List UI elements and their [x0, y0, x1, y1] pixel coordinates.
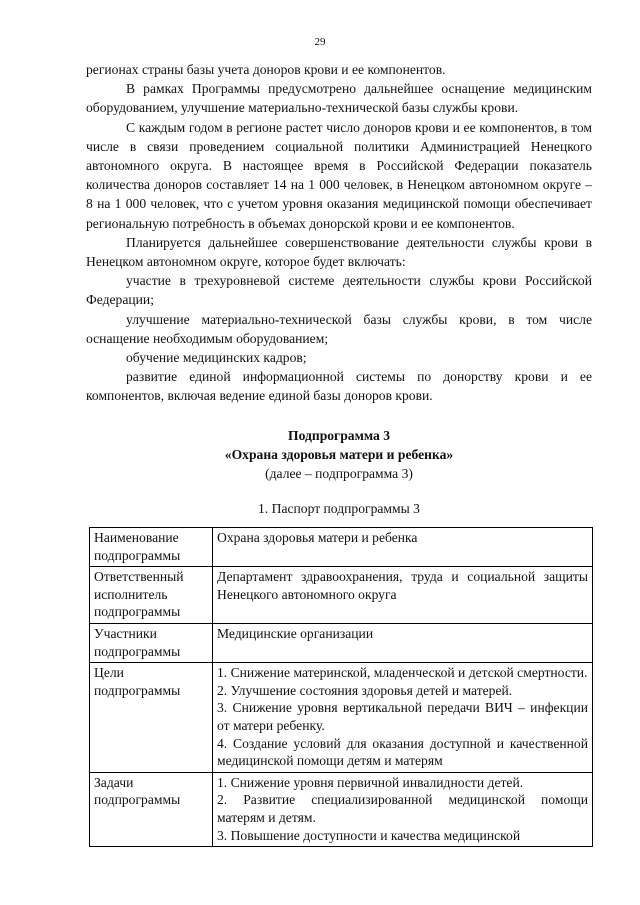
row-content-line: 3. Повышение доступности и качества медицинской [217, 827, 521, 843]
row-content-line: Департамент здравоохранения, труда и социальной защиты Ненецкого автономного округа [217, 569, 588, 602]
row-content [213, 623, 593, 662]
subprogram-name: «Охрана здоровья матери и ребенка» [224, 446, 454, 462]
passport-table [89, 527, 593, 847]
row-content [213, 567, 593, 624]
paragraph: регионах страны базы учета доноров крови и ее компонентов. [86, 62, 446, 77]
row-label: Цели подпрограммы [90, 663, 213, 773]
row-content-line: 4. Создание условий для оказания доступной и качественной медицинской помощи детям и матерям [217, 735, 588, 769]
list-item: участие в трехуровневой системе деятельности службы крови Российской Федерации; [86, 273, 592, 308]
passport-title: 1. Паспорт подпрограммы 3 [258, 501, 420, 517]
row-content [213, 528, 593, 567]
page-number: 29 [314, 36, 326, 48]
paragraph: С каждым годом в регионе растет число доноров крови и ее компонентов, в том числе в связи проведением социальной политики Администрацией Ненецкого автономного округа. В настоящее время в Российской Федерации показатель количества доноров составляет 14 на 1 000 человек, в Ненецком автономном округе – 8 на 1 000 человек, что с учетом уровня оказания медицинской помощи обеспечивает региональную потребность в объемах донорской крови и ее компонентов. [86, 119, 592, 231]
paragraph: Планируется дальнейшее совершенствование деятельности службы крови в Ненецком автономном округе, которое будет включать: [86, 234, 592, 270]
subprogram-title: Подпрограмма 3 [288, 427, 390, 443]
list-item: развитие единой информационной системы по донорству крови и ее компонентов, включая ведение единой базы доноров крови. [86, 369, 592, 404]
table-row [90, 623, 593, 662]
row-label: Задачи подпрограммы [90, 772, 213, 846]
row-content-line: 2. Развитие специализированной медицинской помощи матерям и детям. [217, 792, 588, 825]
list-item: обучение медицинских кадров; [126, 350, 307, 366]
row-label: Участники подпрограммы [90, 623, 213, 662]
table-row [90, 567, 593, 624]
row-label: Ответственный исполнитель подпрограммы [90, 567, 213, 624]
paragraph: В рамках Программы предусмотрено дальнейшее оснащение медицинским оборудованием, улучшение материально-технической базы службы крови. [86, 81, 592, 116]
row-content-line: 3. Снижение уровня вертикальной передачи ВИЧ – инфекции от матери ребенку. [217, 700, 588, 733]
table-row [90, 528, 593, 567]
table-row [90, 772, 593, 846]
list-item: улучшение материально-технической базы службы крови, в том числе оснащение необходимым оборудованием; [86, 311, 592, 346]
row-label: Наименование подпрограммы [90, 528, 213, 567]
document-body [86, 60, 592, 518]
row-content-line: Медицинские организации [217, 625, 374, 641]
table-row [90, 663, 593, 773]
row-content-line: 1. Снижение уровня первичной инвалидности детей. [217, 774, 524, 790]
row-content [213, 772, 593, 846]
row-content-line: 1. Снижение материнской, младенческой и детской смертности. [217, 665, 588, 681]
row-content-line: Охрана здоровья матери и ребенка [217, 530, 418, 545]
row-content-line: 2. Улучшение состояния здоровья детей и матерей. [217, 682, 513, 698]
subprogram-note: (далее – подпрограмма 3) [265, 466, 413, 482]
row-content [213, 663, 593, 773]
